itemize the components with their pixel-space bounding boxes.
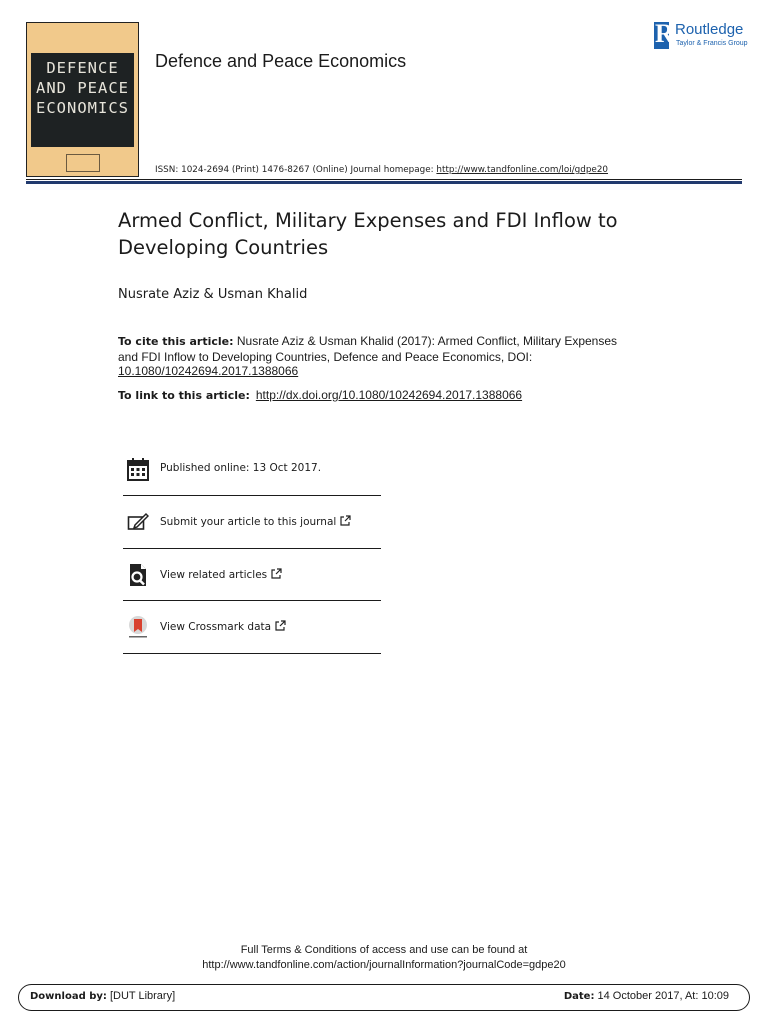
issn-text: ISSN: 1024-2694 (Print) 1476-8267 (Online) Journal homepage:	[155, 165, 437, 175]
download-by: Download by: [DUT Library]	[30, 990, 176, 1002]
external-link-icon	[275, 620, 286, 631]
submit-article-label[interactable]: Submit your article to this journal	[160, 515, 351, 528]
cover-title: DEFENCE AND PEACE ECONOMICS	[36, 59, 129, 117]
link-label: To link to this article:	[118, 389, 250, 402]
terms-notice	[0, 943, 768, 973]
cite-label: To cite this article:	[118, 335, 234, 348]
publisher-logo	[654, 20, 750, 50]
crossmark-label[interactable]: View Crossmark data	[160, 620, 286, 633]
edit-icon	[127, 510, 149, 534]
header-divider-thick	[26, 181, 742, 184]
cite-text: Nusrate Aziz & Usman Khalid (2017): Armed Conflict, Military Expenses and FDI Inflow to Developing Countries, Defence and Peace Economics, DOI:	[118, 334, 618, 364]
submit-article-link[interactable]	[123, 496, 381, 548]
article-title: Armed Conflict, Military Expenses and FDI Inflow to Developing Countries	[118, 209, 618, 259]
search-document-icon	[127, 563, 149, 587]
related-articles-link[interactable]	[123, 549, 381, 601]
article-doi-link[interactable]: http://dx.doi.org/10.1080/10242694.2017.1388066	[255, 388, 523, 402]
crossmark-icon	[127, 615, 149, 639]
download-date: Date: 14 October 2017, At: 10:09	[563, 990, 729, 1002]
published-online-row	[123, 443, 381, 495]
article-link-block	[118, 388, 522, 402]
routledge-logo-icon	[654, 22, 669, 49]
cover-publisher-tag	[66, 154, 100, 172]
terms-line: Full Terms & Conditions of access and use can be found at	[240, 944, 528, 956]
terms-url[interactable]: http://www.tandfonline.com/action/journalInformation?journalCode=gdpe20	[202, 959, 566, 971]
header-divider-thin	[26, 179, 742, 180]
journal-homepage-link[interactable]: http://www.tandfonline.com/loi/gdpe20	[436, 165, 609, 175]
article-authors: Nusrate Aziz & Usman Khalid	[118, 287, 308, 302]
related-articles-label[interactable]: View related articles	[160, 568, 282, 581]
cite-doi-link[interactable]: 10.1080/10242694.2017.1388066	[118, 364, 299, 378]
publisher-name: Routledge	[675, 21, 744, 38]
crossmark-link[interactable]	[123, 601, 381, 653]
journal-cover-image	[26, 22, 139, 177]
publisher-group: Taylor & Francis Group	[676, 40, 748, 47]
journal-title: Defence and Peace Economics	[155, 51, 407, 71]
external-link-icon	[340, 515, 351, 526]
published-online-label: Published online: 13 Oct 2017.	[160, 462, 322, 474]
citation-block	[118, 334, 638, 379]
action-divider	[123, 653, 381, 654]
calendar-icon	[127, 457, 149, 481]
external-link-icon	[271, 568, 282, 579]
issn-line	[155, 165, 608, 175]
download-info-bar	[18, 984, 750, 1011]
